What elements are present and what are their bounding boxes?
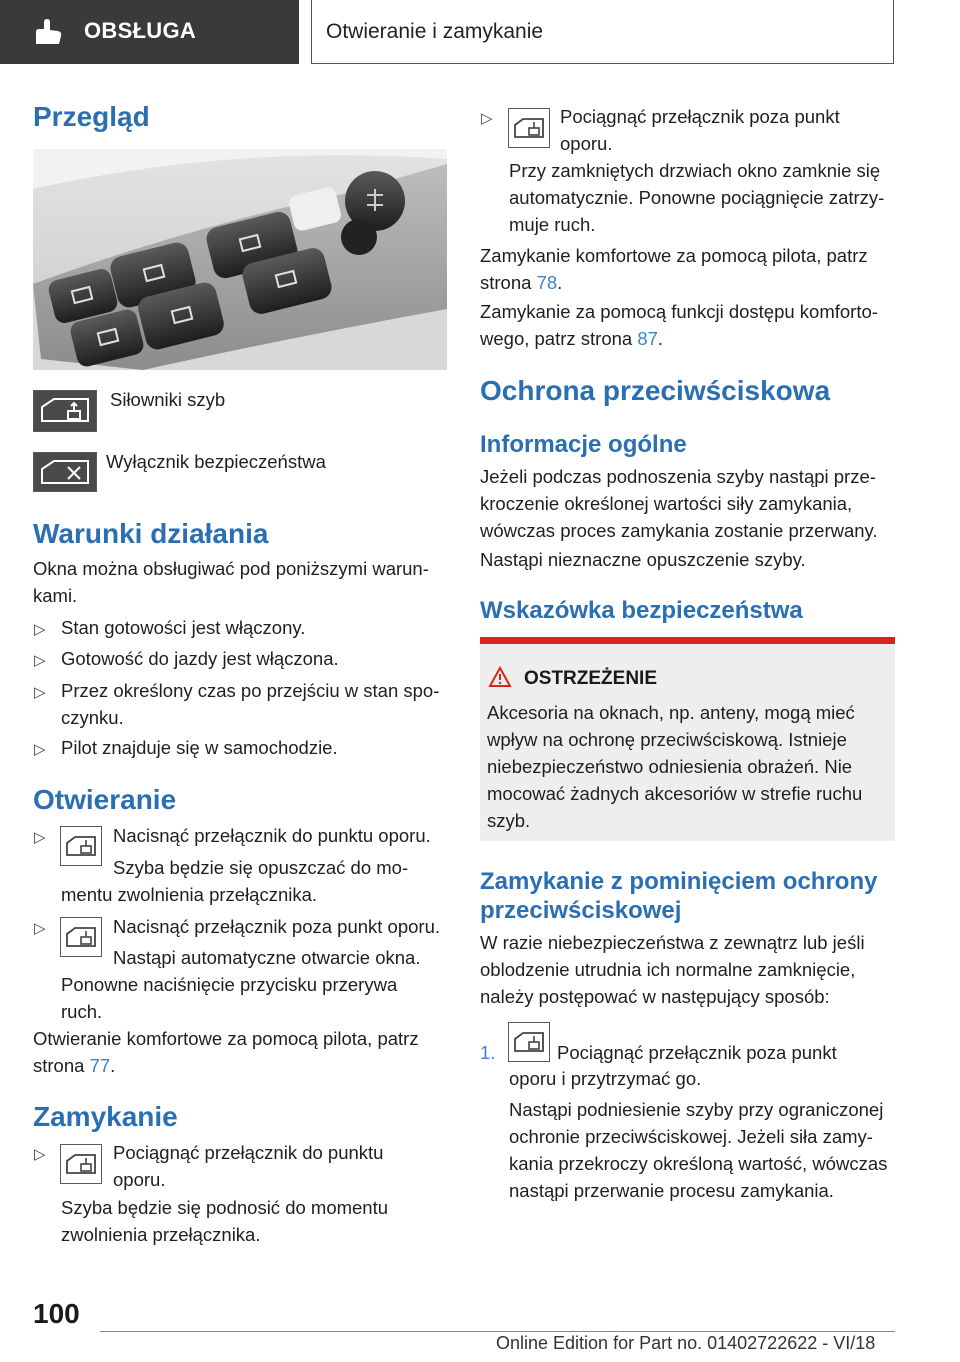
closing-item-2-detail: Przy zamkniętych drzwiach okno zamknie się automatycznie. Ponowne pociągnięcie zatrzy- muje ruch.: [509, 160, 885, 235]
safety-note-heading: Wskazówka bezpieczeństwa: [480, 597, 803, 624]
header-section-label: OBSŁUGA: [84, 18, 197, 43]
legend-label-2: Wyłącznik bezpieczeństwa: [106, 451, 326, 472]
bullet-triangle-icon: ▷: [34, 829, 46, 846]
warning-triangle-icon: [488, 666, 512, 688]
closing-access-text: Zamykanie za pomocą funkcji dostępu komforto- wego, patrz strona 87.: [480, 301, 878, 349]
header-section-tab: [0, 0, 299, 64]
footer-rule: [100, 1331, 895, 1332]
bullet-triangle-icon: ▷: [34, 621, 46, 638]
bullet-triangle-icon: ▷: [34, 652, 46, 669]
step-line-2: oporu i przytrzymać go.: [509, 1068, 702, 1089]
window-switch-pull-icon: [508, 108, 550, 148]
bullet-triangle-icon: ▷: [34, 741, 46, 758]
step-line-1: Pociągnąć przełącznik poza punkt: [557, 1042, 837, 1063]
window-switch-pull-icon: [60, 1144, 102, 1184]
overview-heading: Przegląd: [33, 101, 150, 132]
step-number: 1.: [480, 1042, 496, 1063]
page-number: 100: [33, 1298, 80, 1329]
condition-item: Pilot znajduje się w samochodzie.: [61, 737, 338, 758]
general-info-heading: Informacje ogólne: [480, 431, 687, 458]
conditions-heading: Warunki działania: [33, 518, 269, 549]
door-switch-panel-image: [33, 149, 447, 370]
warning-text: Akcesoria na oknach, np. anteny, mogą mieć wpływ na ochronę przeciwściskową. Istnieje niebezpieczeństwo odniesienia obrażeń. Nie mocować żadnych akcesoriów w strefie ruchu szyb.: [487, 702, 863, 831]
window-lifter-icon: [33, 390, 97, 432]
general-info-text: Jeżeli podczas podnoszenia szyby nastąpi prze- kroczenie określonej wartości siły zamykania, wówczas proces zamykania zostanie przerwany.: [480, 466, 878, 541]
condition-item: Przez określony czas po przejściu w stan spo- czynku.: [61, 680, 440, 728]
general-info-text-2: Nastąpi nieznaczne opuszczenie szyby.: [480, 549, 806, 570]
override-heading: Zamykanie z pominięciem ochrony przeciwściskowej: [480, 868, 878, 924]
opening-item-1-detail: Szyba będzie się opuszczać do mo- mentu zwolnienia przełącznika.: [61, 857, 409, 905]
opening-item-2: Nacisnąć przełącznik poza punkt oporu.: [113, 916, 441, 937]
warning-box: [480, 637, 895, 841]
bullet-triangle-icon: ▷: [481, 110, 493, 127]
opening-heading: Otwieranie: [33, 784, 177, 815]
condition-item: Gotowość do jazdy jest włączona.: [61, 648, 339, 669]
bullet-triangle-icon: ▷: [34, 920, 46, 937]
page-link-87[interactable]: 87: [637, 328, 658, 349]
bullet-triangle-icon: ▷: [34, 684, 46, 701]
step-detail: Nastąpi podniesienie szyby przy ograniczonej ochronie przeciwściskowej. Jeżeli siła zamy- kania przekroczy określoną wartość, wówczas nastąpi przerwanie procesu zamykania.: [509, 1099, 888, 1201]
opening-comfort-text: Otwieranie komfortowe za pomocą pilota, patrz strona 77.: [33, 1028, 419, 1076]
legend-label-1: Siłowniki szyb: [110, 389, 226, 410]
opening-item-1: Nacisnąć przełącznik do punktu oporu.: [113, 825, 431, 846]
safety-switch-icon: [33, 452, 97, 492]
page-link-77[interactable]: 77: [89, 1055, 111, 1076]
header-title-box: [311, 0, 894, 64]
header-title: Otwieranie i zamykanie: [326, 20, 544, 43]
bullet-triangle-icon: ▷: [34, 1146, 46, 1163]
override-intro: W razie niebezpieczeństwa z zewnątrz lub jeśli oblodzenie utrudnia ich normalne zamknięcie, należy postępować w następujący sposób:: [480, 932, 865, 1007]
warning-title: OSTRZEŻENIE: [524, 668, 658, 689]
opening-item-2-detail: Nastąpi automatyczne otwarcie okna. Ponowne naciśnięcie przycisku przerywa ruch.: [61, 947, 421, 1022]
pinch-protection-heading: Ochrona przeciwściskowa: [480, 375, 831, 406]
hand-icon: [30, 18, 66, 48]
closing-item-2: Pociągnąć przełącznik poza punkt oporu.: [560, 106, 840, 154]
page-link-78[interactable]: 78: [536, 272, 558, 293]
closing-comfort-text: Zamykanie komfortowe za pomocą pilota, patrz strona 78.: [480, 245, 868, 293]
closing-item-1: Pociągnąć przełącznik do punktu oporu.: [113, 1142, 384, 1190]
window-switch-pull-icon: [508, 1022, 550, 1062]
conditions-intro: Okna można obsługiwać pod poniższymi warun- kami.: [33, 558, 429, 606]
condition-item: Stan gotowości jest włączony.: [61, 617, 306, 638]
closing-item-1-detail: Szyba będzie się podnosić do momentu zwolnienia przełącznika.: [61, 1197, 389, 1245]
footer-edition: Online Edition for Part no. 01402722622 - VI/18: [496, 1333, 876, 1353]
closing-heading: Zamykanie: [33, 1101, 178, 1132]
